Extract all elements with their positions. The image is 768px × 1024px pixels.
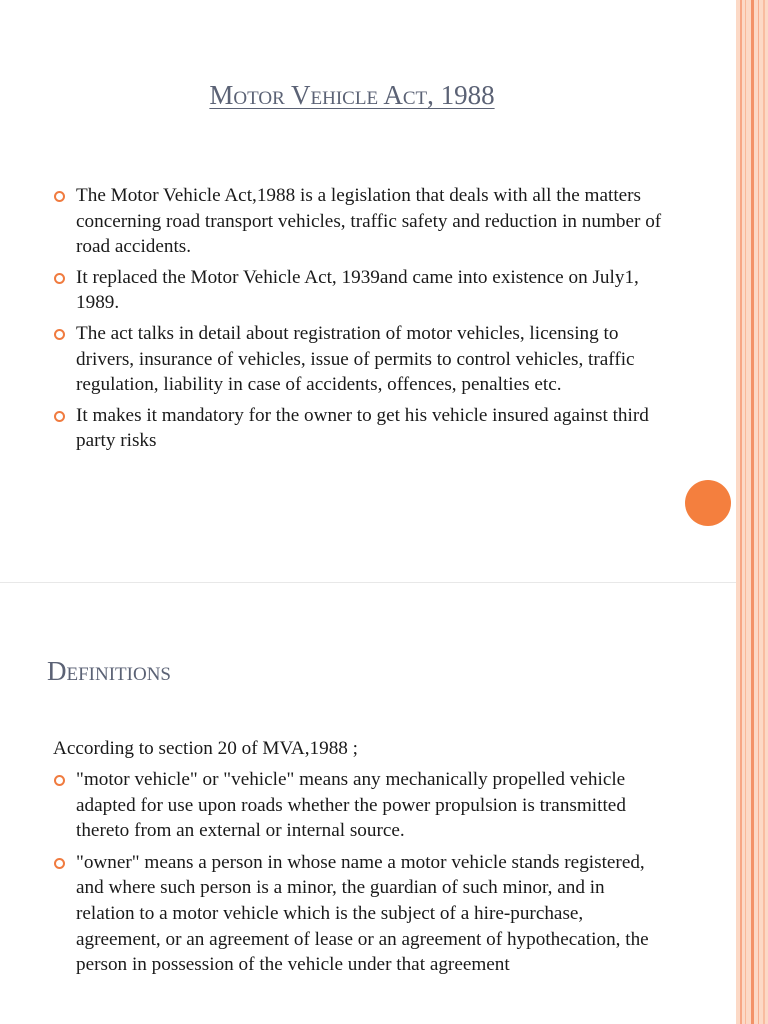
- bullet-text: "motor vehicle" or "vehicle" means any mechanically propelled vehicle adapted for use upon roads whether the power propulsion is transmitted thereto from an external or internal source.: [76, 769, 626, 842]
- bullet-circle-icon: [54, 329, 65, 340]
- bullet-list: [52, 767, 664, 984]
- decorative-side-stripes: [736, 0, 768, 1024]
- slide-title: Definitions: [47, 656, 171, 686]
- bullet-text: It makes it mandatory for the owner to get his vehicle insured against third party risks: [76, 404, 649, 452]
- bullet-circle-icon: [54, 273, 65, 284]
- list-item: [52, 403, 672, 454]
- list-item: [52, 767, 664, 844]
- bullet-text: The Motor Vehicle Act,1988 is a legislation that deals with all the matters concerning road transport vehicles, traffic safety and reduction in number of road accidents.: [76, 185, 662, 258]
- bullet-text: It replaced the Motor Vehicle Act, 1939and came into existence on July1, 1989.: [76, 266, 639, 314]
- stripe-line: [751, 0, 754, 1024]
- slide-divider: [0, 582, 736, 583]
- bullet-text: The act talks in detail about registration of motor vehicles, licensing to drivers, insurance of vehicles, issue of permits to control vehicles, traffic regulation, liability in case of accidents, offences, penalties etc.: [76, 322, 635, 396]
- intro-text: According to section 20 of MVA,1988 ;: [53, 738, 359, 759]
- bullet-circle-icon: [54, 775, 65, 786]
- stripe-line: [740, 0, 742, 1024]
- list-item: [52, 265, 672, 316]
- slide-title: Motor Vehicle Act, 1988: [209, 80, 495, 110]
- stripe-line: [758, 0, 759, 1024]
- bullet-circle-icon: [54, 858, 65, 869]
- list-item: [52, 321, 672, 398]
- bullet-list: [52, 183, 672, 459]
- list-item: [52, 850, 664, 978]
- list-item: [52, 183, 672, 260]
- stripe-line: [745, 0, 746, 1024]
- stripe-line: [763, 0, 765, 1024]
- decorative-orange-circle: [685, 480, 731, 526]
- bullet-circle-icon: [54, 191, 65, 202]
- bullet-text: "owner" means a person in whose name a motor vehicle stands registered, and where such person is a minor, the guardian of such minor, and in relation to a motor vehicle which is the subject of a hire-purchase, agreement, or an agreement of lease or an agreement of hypothecation, the person in possession of the vehicle under that agreement: [76, 851, 649, 976]
- bullet-circle-icon: [54, 411, 65, 422]
